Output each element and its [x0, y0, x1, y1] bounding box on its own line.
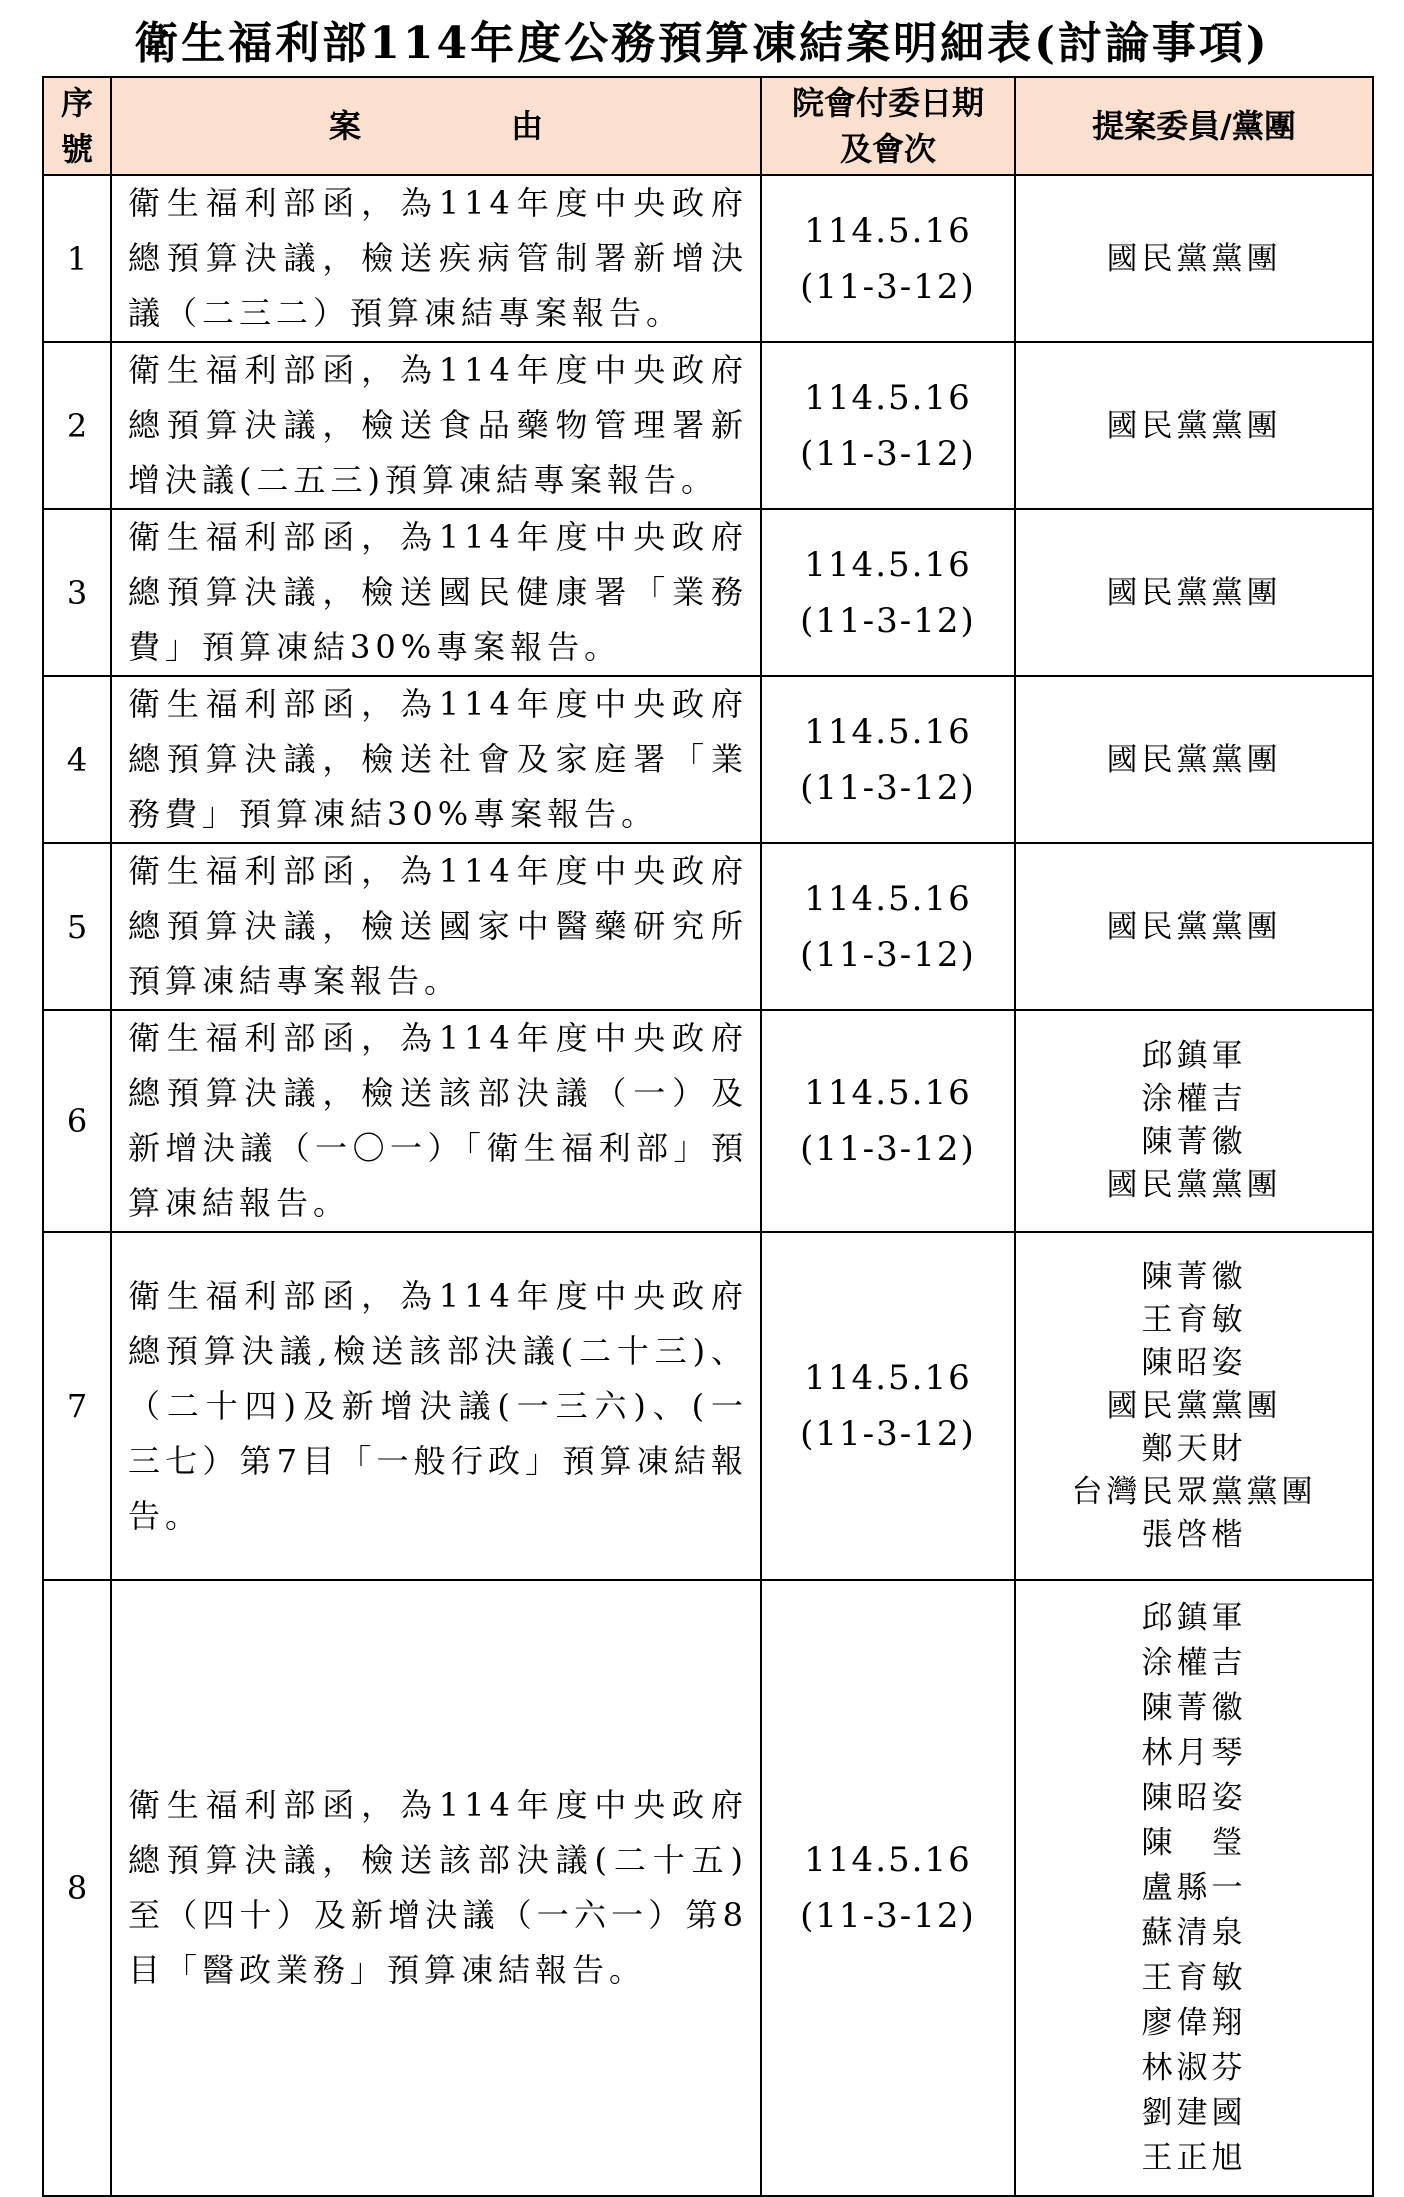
row-number: 2 [43, 342, 111, 509]
session-number: (11-3-12) [800, 266, 976, 307]
referral-date: 114.5.16 [804, 1073, 972, 1113]
header-row [43, 77, 1373, 175]
referral-date: 114.5.16 [804, 377, 972, 418]
case-description: 衛生福利部函，為114年度中央政府總預算決議，檢送食品藥物管理署新增決議(二五三)預算凍結專案報告。 [111, 342, 761, 509]
proposer-name: 國民黨黨團 [1106, 741, 1282, 778]
proposer-name: 國民黨黨團 [1106, 407, 1282, 444]
date-session-cell [761, 676, 1015, 843]
referral-date: 114.5.16 [804, 1358, 972, 1398]
referral-date: 114.5.16 [804, 878, 972, 919]
proposer-name: 林月琴 [1141, 1734, 1247, 1771]
referral-date: 114.5.16 [804, 544, 972, 585]
proposer-cell [1015, 843, 1373, 1010]
proposer-name: 國民黨黨團 [1106, 908, 1282, 945]
proposer-name: 陳昭姿 [1141, 1344, 1247, 1381]
header-case [111, 77, 761, 175]
proposer-cell [1015, 1580, 1373, 2196]
proposer-name: 國民黨黨團 [1106, 1167, 1282, 1203]
proposer-name: 邱鎮軍 [1141, 1599, 1247, 1636]
row-number: 6 [43, 1010, 111, 1232]
date-session-cell [761, 175, 1015, 342]
row-number: 3 [43, 509, 111, 676]
proposer-cell [1015, 175, 1373, 342]
session-number: (11-3-12) [800, 600, 976, 641]
proposer-name: 陳昭姿 [1141, 1779, 1247, 1816]
row-number: 7 [43, 1232, 111, 1580]
table-body [43, 175, 1373, 2196]
session-number: (11-3-12) [800, 433, 976, 474]
header-proposer: 提案委員/黨團 [1015, 77, 1373, 175]
proposer-cell [1015, 676, 1373, 843]
case-description: 衛生福利部函，為114年度中央政府總預算決議，檢送社會及家庭署「業務費」預算凍結30%專案報告。 [111, 676, 761, 843]
session-number: (11-3-12) [800, 1414, 976, 1454]
proposer-name: 涂權吉 [1141, 1644, 1247, 1681]
case-description: 衛生福利部函，為114年度中央政府總預算決議,檢送該部決議(二十三)、（二十四)及新增決議(一三六)、(一三七）第7目「一般行政」預算凍結報告。 [111, 1232, 761, 1580]
case-description: 衛生福利部函，為114年度中央政府總預算決議，檢送國民健康署「業務費」預算凍結30%專案報告。 [111, 509, 761, 676]
table-row [43, 1010, 1373, 1232]
proposer-name: 國民黨黨團 [1106, 574, 1282, 611]
proposer-name: 涂權吉 [1141, 1081, 1247, 1117]
table-row [43, 509, 1373, 676]
session-number: (11-3-12) [800, 1129, 976, 1169]
proposer-name: 劉建國 [1141, 2094, 1247, 2131]
case-description: 衛生福利部函，為114年度中央政府總預算決議，檢送國家中醫藥研究所預算凍結專案報告。 [111, 843, 761, 1010]
proposer-name: 廖偉翔 [1141, 2004, 1247, 2041]
table-row [43, 676, 1373, 843]
header-date [761, 77, 1015, 175]
proposer-name: 陳 瑩 [1141, 1824, 1247, 1861]
table-row [43, 175, 1373, 342]
row-number: 1 [43, 175, 111, 342]
proposer-name: 陳菁徽 [1141, 1124, 1247, 1160]
case-description: 衛生福利部函，為114年度中央政府總預算決議，檢送疾病管制署新增決議（二三二）預算凍結專案報告。 [111, 175, 761, 342]
proposer-name: 陳菁徽 [1141, 1689, 1247, 1726]
proposer-cell [1015, 1010, 1373, 1232]
proposer-name: 國民黨黨團 [1106, 240, 1282, 277]
referral-date: 114.5.16 [804, 1840, 972, 1880]
proposer-name: 蘇清泉 [1141, 1914, 1247, 1951]
proposer-name: 台灣民眾黨黨團 [1071, 1473, 1317, 1510]
proposer-name: 盧縣一 [1141, 1869, 1247, 1906]
table-row [43, 1580, 1373, 2196]
proposer-cell [1015, 342, 1373, 509]
proposer-cell [1015, 509, 1373, 676]
date-session-cell [761, 509, 1015, 676]
header-no-line2: 號 [60, 130, 93, 168]
session-number: (11-3-12) [800, 934, 976, 975]
document-title: 衛生福利部114年度公務預算凍結案明細表(討論事項) [134, 18, 1270, 69]
date-session-cell [761, 1580, 1015, 2196]
row-number: 8 [43, 1580, 111, 2196]
row-number: 5 [43, 843, 111, 1010]
proposer-name: 王育敏 [1141, 1959, 1247, 1996]
proposer-name: 國民黨黨團 [1106, 1387, 1282, 1424]
proposer-name: 王育敏 [1141, 1301, 1247, 1338]
header-case-char-2: 由 [511, 107, 544, 145]
table-row [43, 1232, 1373, 1580]
date-session-cell [761, 342, 1015, 509]
referral-date: 114.5.16 [804, 210, 972, 251]
proposer-cell [1015, 1232, 1373, 1580]
freeze-case-table [42, 76, 1374, 2197]
header-no-line1: 序 [60, 84, 93, 122]
proposer-name: 張啓楷 [1141, 1516, 1247, 1553]
table-row [43, 843, 1373, 1010]
proposer-name: 鄭天財 [1141, 1430, 1247, 1467]
date-session-cell [761, 843, 1015, 1010]
proposer-name: 王正旭 [1141, 2139, 1247, 2176]
date-session-cell [761, 1232, 1015, 1580]
header-date-line1: 院會付委日期 [791, 84, 984, 122]
session-number: (11-3-12) [800, 767, 976, 808]
session-number: (11-3-12) [800, 1896, 976, 1936]
referral-date: 114.5.16 [804, 711, 972, 752]
table-row [43, 342, 1373, 509]
date-session-cell [761, 1010, 1015, 1232]
case-description: 衛生福利部函，為114年度中央政府總預算決議，檢送該部決議(二十五)至（四十）及新增決議（一六一）第8目「醫政業務」預算凍結報告。 [111, 1580, 761, 2196]
header-date-line2: 及會次 [839, 130, 936, 168]
header-case-char-1: 案 [328, 107, 361, 145]
row-number: 4 [43, 676, 111, 843]
proposer-name: 林淑芬 [1141, 2049, 1247, 2086]
case-description: 衛生福利部函，為114年度中央政府總預算決議，檢送該部決議（一）及新增決議（一〇一）「衛生福利部」預算凍結報告。 [111, 1010, 761, 1232]
proposer-name: 陳菁徽 [1141, 1258, 1247, 1295]
header-no [43, 77, 111, 175]
proposer-name: 邱鎮軍 [1141, 1038, 1247, 1074]
